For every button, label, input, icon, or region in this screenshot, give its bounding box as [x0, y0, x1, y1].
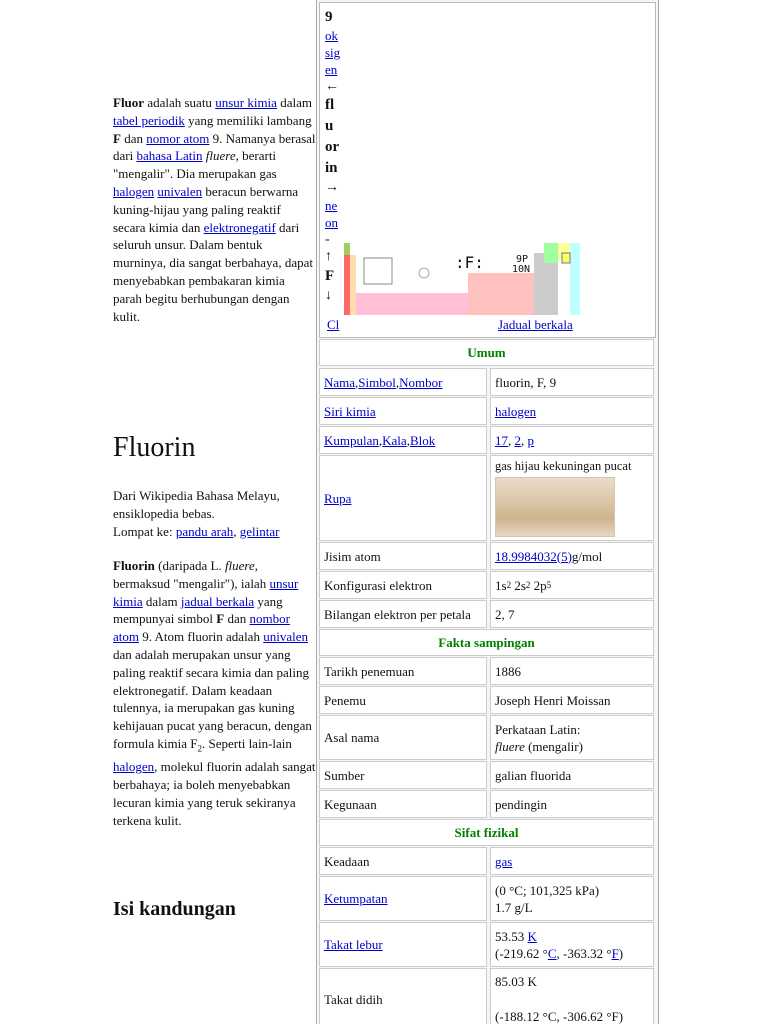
text: Fluorin [113, 558, 155, 573]
element-symbol: F [325, 267, 335, 284]
text: , molekul fluorin adalah sangat berbahaya; ia boleh menyebabkan lecuran kimia yang teruk sekiranya terkena kulit. [113, 759, 316, 828]
row-value [490, 715, 654, 760]
link-nomor-atom[interactable]: nomor atom [146, 130, 210, 146]
text: Perkataan Latin: [495, 721, 581, 737]
jump-to-text: Lompat ke: [113, 523, 176, 539]
row-value: 1886 [490, 657, 654, 685]
page-title: Fluorin [113, 432, 196, 463]
link-kumpulan[interactable]: Kumpulan [324, 432, 379, 448]
element-name-part: in [325, 160, 338, 176]
svg-text:10N: 10N [512, 264, 531, 275]
text: 2p [530, 577, 547, 593]
row-value: 17 , 2 , p [490, 426, 654, 454]
row-value [490, 847, 654, 875]
text: en [325, 61, 338, 77]
text: dari seluruh unsur. Dalam bentuk murninya, dia sangat berbahaya, dapat menyebabkan pembakaran kimia parah begitu berhubungan dengan kulit. [113, 219, 313, 324]
link-univalen[interactable]: univalen [263, 629, 308, 645]
row-value: 2, 7 [490, 600, 654, 628]
text-line [495, 928, 537, 945]
row-label: Takat didih [319, 968, 487, 1024]
row-sumber [319, 761, 654, 789]
periodic-table-image [344, 243, 580, 315]
text: 85.03 K [495, 974, 537, 989]
element-name-part: or [325, 139, 340, 155]
row-value: Joseph Henri Moissan [490, 686, 654, 714]
below-element-link[interactable]: Cl [327, 317, 340, 332]
row-label [319, 368, 487, 396]
link-takat-lebur[interactable]: Takat lebur [324, 937, 383, 952]
link-nombor-atom[interactable]: nombor atom [113, 611, 290, 645]
left-arrow-icon: ← [325, 78, 339, 94]
row-kumpulan [319, 426, 654, 454]
text: dalam [142, 593, 181, 609]
right-arrow-icon: → [325, 180, 339, 195]
down-arrow-icon: ↓ [325, 287, 332, 303]
row-label: Keadaan [319, 847, 487, 875]
text-line [495, 945, 623, 962]
periodic-table-link[interactable]: Jadual berkala [498, 317, 573, 332]
text: ) [618, 945, 624, 961]
text: sig [325, 44, 341, 60]
up-arrow-icon: ↑ [325, 249, 332, 264]
text: ne [325, 197, 338, 213]
row-jisim-atom [319, 542, 654, 570]
text: , [233, 523, 240, 539]
text: , berarti "mengalir". Dia merupakan gas [113, 148, 277, 182]
row-value [490, 922, 654, 967]
jump-search-link[interactable]: gelintar [239, 523, 280, 539]
text: fluere [224, 558, 255, 573]
link-celsius[interactable]: C [547, 945, 557, 961]
row-label: Tarikh penemuan [319, 657, 487, 685]
row-keadaan [319, 847, 654, 875]
link-univalen[interactable]: univalen [157, 183, 203, 199]
text: ok [325, 27, 338, 43]
jump-nav-link[interactable]: pandu arah [175, 523, 234, 539]
row-value: galian fluorida [490, 761, 654, 789]
row-label [319, 397, 487, 425]
row-asal-nama [319, 715, 654, 760]
row-ketumpatan [319, 876, 654, 921]
row-bilangan-elektron [319, 600, 654, 628]
intro-bold-term: Fluor [113, 95, 145, 110]
text: 2 [506, 579, 512, 590]
row-value: pendingin [490, 790, 654, 818]
text: , [355, 374, 359, 390]
row-label [319, 876, 487, 921]
row-label: Asal nama [319, 715, 487, 760]
link-block-p[interactable]: p [527, 432, 534, 448]
text: dan [224, 611, 250, 627]
infobox [316, 0, 659, 1024]
row-label: Konfigurasi elektron [319, 571, 487, 599]
link-kala[interactable]: Kala [382, 432, 407, 448]
row-label: Penemu [319, 686, 487, 714]
text: (0 °C; 101,325 kPa) [495, 882, 600, 898]
row-rupa [319, 455, 654, 541]
text: beracun berwarna kuning-hijau yang paling reaktif secara kimia dan [113, 183, 299, 235]
row-value [490, 571, 654, 599]
toc-title: Isi kandungan [113, 898, 236, 920]
text: fluere [495, 738, 525, 754]
section-header-umum: Umum [319, 339, 654, 366]
link-nama[interactable]: Nama [324, 374, 356, 390]
prev-element-link[interactable] [325, 27, 349, 78]
link-period-2[interactable]: 2 [514, 432, 521, 448]
fluorine-gas-image [495, 477, 615, 537]
link-simbol[interactable]: Simbol [358, 374, 396, 390]
link-kelvin[interactable]: K [527, 928, 537, 944]
text: 2s [511, 577, 526, 593]
row-kegunaan [319, 790, 654, 818]
text: 53.53 [495, 928, 528, 944]
svg-text::F:: :F: [455, 253, 484, 272]
link-atomic-mass[interactable]: 18.9984032(5) [495, 548, 572, 564]
text: F [216, 611, 225, 627]
link-unsur-kimia[interactable]: unsur kimia [215, 95, 277, 110]
text: , [406, 432, 410, 448]
link-elektronegatif[interactable]: elektronegatif [203, 219, 276, 235]
link-blok[interactable]: Blok [409, 432, 436, 448]
row-konfigurasi [319, 571, 654, 599]
link-gas[interactable]: gas [495, 853, 513, 869]
text: dan adalah merupakan unsur yang paling reaktif secara kimia dan paling elektronegatif. Dalam keadaan tulennya, ia merupakan gas kuning kehijauan pucat yang beracun, dengan formula kimia F [113, 646, 312, 751]
text: 1s [495, 577, 507, 593]
row-tarikh [319, 657, 654, 685]
row-value [490, 397, 654, 425]
row-value [490, 455, 654, 541]
dash-text: - [325, 231, 330, 247]
intro-paragraph [113, 94, 316, 325]
row-penemu [319, 686, 654, 714]
element-name-part: u [325, 118, 334, 134]
text: 9. Namanya berasal dari [113, 130, 316, 164]
row-takat-lebur [319, 922, 654, 967]
section-header-fakta: Fakta sampingan [319, 629, 654, 656]
text-line [495, 738, 583, 755]
text: , -363.32 ° [556, 945, 612, 961]
text: yang mempunyai simbol [113, 593, 283, 627]
row-label [319, 455, 487, 541]
text: , [378, 432, 383, 448]
atomic-number: 9 [325, 9, 333, 25]
element-navigation-box [319, 2, 656, 338]
section-header-sifat: Sifat fizikal [319, 819, 654, 846]
row-label: Sumber [319, 761, 487, 789]
link-tabel-periodik[interactable]: tabel periodik [113, 112, 185, 128]
link-halogen[interactable]: halogen [495, 403, 537, 419]
text: 9. Atom fluorin adalah [139, 629, 264, 645]
text: fluere [205, 148, 236, 164]
text: 1.7 g/L [495, 899, 533, 915]
link-ketumpatan[interactable]: Ketumpatan [324, 891, 388, 906]
text: g/mol [571, 548, 603, 564]
link-jadual-berkala[interactable]: jadual berkala [180, 593, 255, 609]
link-nombor[interactable]: Nombor [399, 374, 443, 390]
link-bahasa-latin[interactable]: bahasa Latin [136, 148, 203, 164]
text: dalam [276, 95, 312, 110]
row-value [490, 542, 654, 570]
text: 2 [525, 579, 531, 590]
text: , [395, 374, 400, 390]
text: (-188.12 °C, -306.62 °F) [495, 1009, 624, 1024]
next-element-link[interactable] [325, 197, 349, 231]
text: dan [120, 130, 147, 146]
row-nama [319, 368, 654, 396]
text: (mengalir) [524, 738, 583, 754]
row-value [490, 876, 654, 921]
row-value [490, 968, 654, 1024]
link-fahrenheit[interactable]: F [611, 945, 619, 961]
text: (-219.62 ° [495, 945, 548, 961]
row-label: Jisim atom [319, 542, 487, 570]
text: yang memiliki lambang [184, 112, 312, 128]
svg-text:9P: 9P [516, 254, 529, 265]
element-name-part: fl [325, 97, 335, 113]
link-halogen[interactable]: halogen [113, 183, 155, 199]
link-rupa[interactable]: Rupa [324, 490, 352, 506]
from-wikipedia-text: Dari Wikipedia Bahasa Melayu, ensiklopedia bebas. [113, 488, 280, 521]
link-group-17[interactable]: 17 [495, 432, 508, 448]
text: (daripada L. [154, 558, 225, 573]
page-subtitle [113, 487, 316, 540]
text: F [113, 130, 121, 146]
appearance-text: gas hijau kekuningan pucat [495, 459, 632, 473]
row-value: fluorin, F, 9 [490, 368, 654, 396]
row-label [319, 922, 487, 967]
text: 5 [546, 579, 552, 590]
row-siri-kimia [319, 397, 654, 425]
link-unsur-kimia[interactable]: unsur kimia [113, 575, 299, 609]
text: adalah suatu [144, 95, 216, 110]
row-label: Kegunaan [319, 790, 487, 818]
text: , bermaksud "mengalir"), ialah [113, 558, 270, 591]
link-siri-kimia[interactable]: Siri kimia [324, 403, 376, 419]
fluorin-paragraph [113, 557, 316, 830]
row-label [319, 426, 487, 454]
link-halogen[interactable]: halogen [113, 759, 155, 775]
text: on [325, 214, 338, 230]
row-takat-didih [319, 968, 654, 1024]
text: 2 [197, 743, 202, 754]
row-label: Bilangan elektron per petala [319, 600, 487, 628]
text: . Seperti lain-lain [202, 735, 292, 751]
